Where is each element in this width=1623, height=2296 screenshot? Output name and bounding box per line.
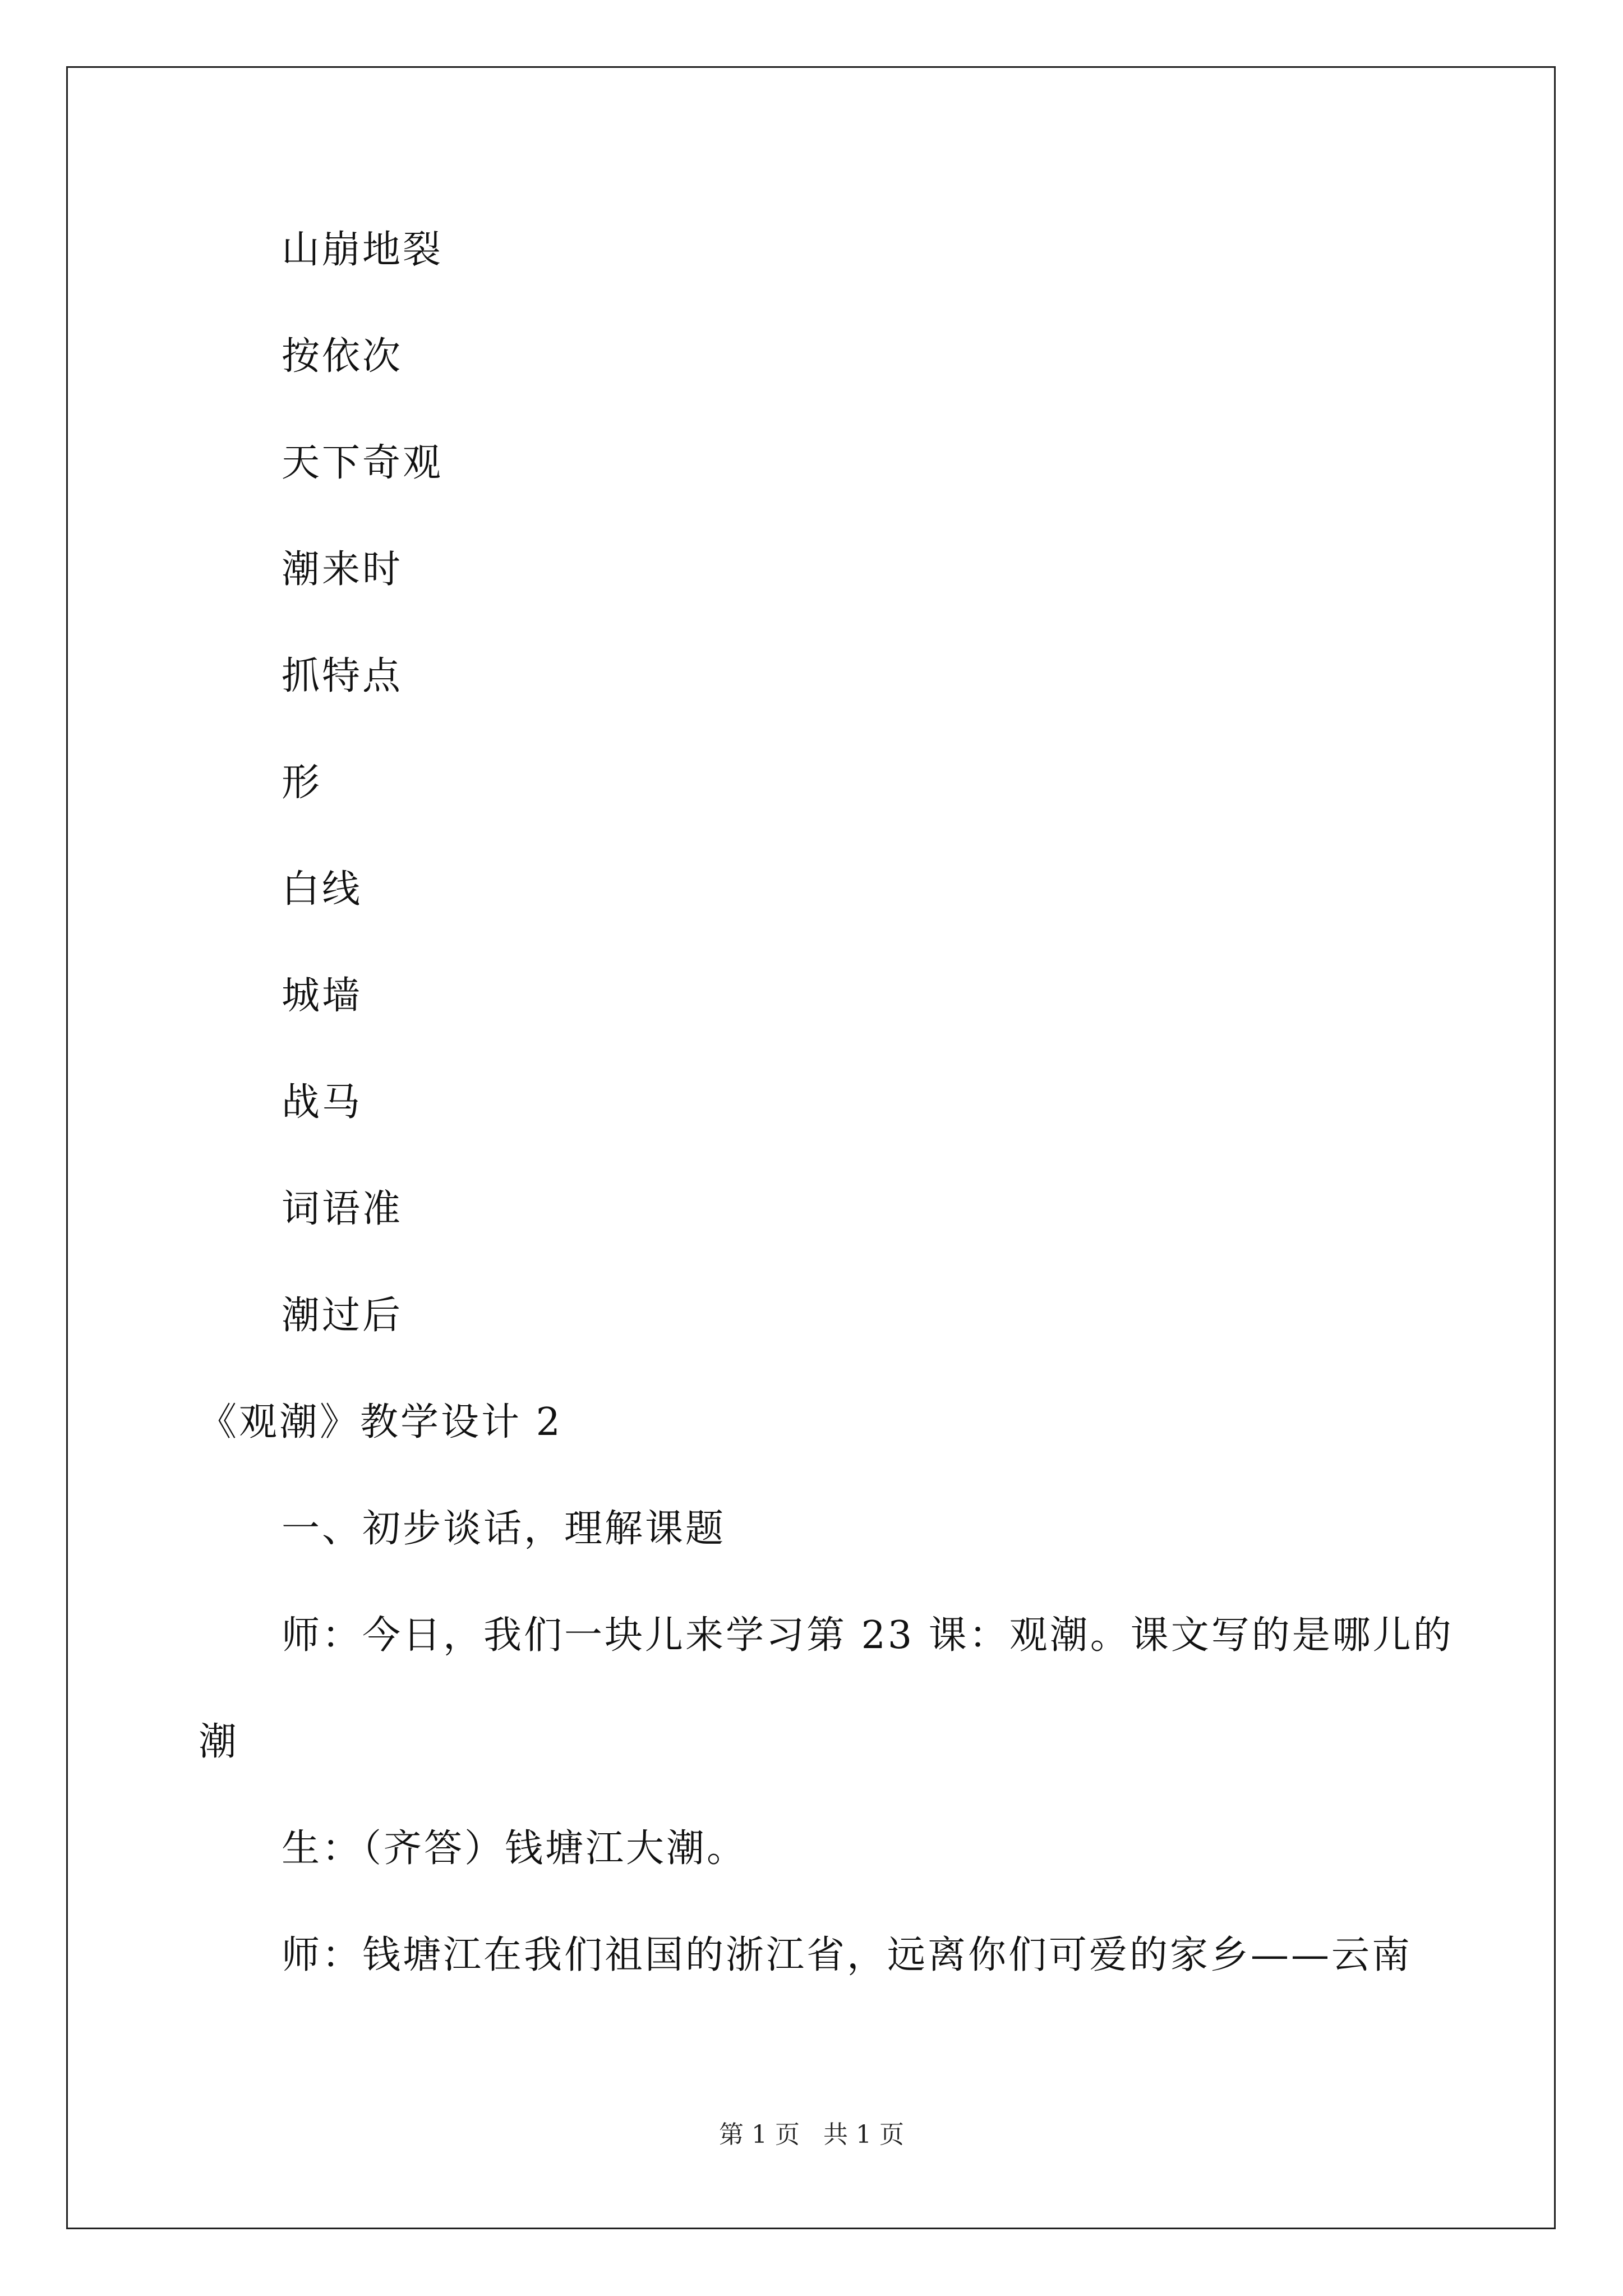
text-line: 天下奇观 xyxy=(282,441,444,485)
text-line: 生：（齐答）钱塘江大潮。 xyxy=(282,1826,748,1871)
text-line: 词语准 xyxy=(282,1187,403,1231)
text-line: 师：今日，我们一块儿来学习第 23 课：观潮。课文写的是哪儿的 xyxy=(282,1613,1454,1658)
text-line: 潮来时 xyxy=(282,547,403,592)
text-line: 山崩地裂 xyxy=(282,228,444,272)
text-line: 城墙 xyxy=(282,974,363,1018)
text-line: 潮过后 xyxy=(282,1294,403,1338)
text-line: 潮 xyxy=(199,1720,239,1764)
text-line: 按依次 xyxy=(282,334,403,379)
text-line: 抓特点 xyxy=(282,654,403,698)
page-footer xyxy=(0,2119,1623,2151)
text-line: 形 xyxy=(282,761,322,805)
page-total: 共 1 页 xyxy=(823,2120,904,2149)
section-heading: 《观潮》教学设计 2 xyxy=(199,1400,562,1444)
text-line: 师：钱塘江在我们祖国的浙江省，远离你们可爱的家乡——云南 xyxy=(282,1933,1413,1977)
text-line: 战马 xyxy=(282,1080,363,1125)
text-line: 一、初步谈话，理解课题 xyxy=(282,1507,726,1551)
page-border xyxy=(66,66,1556,2229)
text-line: 白线 xyxy=(282,867,363,912)
page-number: 第 1 页 xyxy=(719,2120,800,2149)
